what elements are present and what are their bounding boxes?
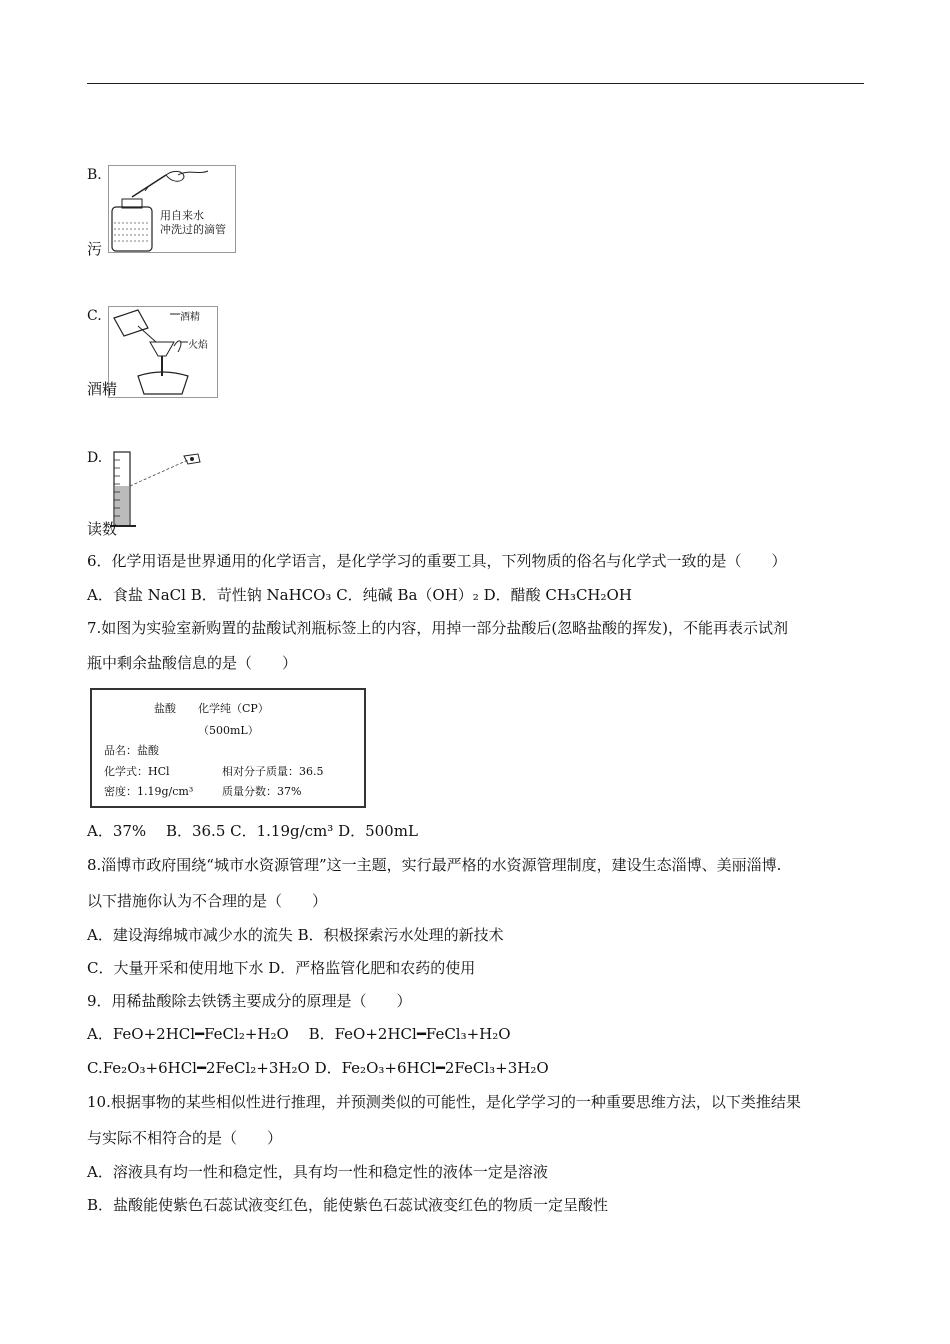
label-density: 密度：1.19g/cm³ xyxy=(104,785,194,798)
graduated-cylinder-figure xyxy=(108,446,206,532)
alcohol-lamp-figure xyxy=(108,306,218,398)
option-b-letter: B. xyxy=(87,167,102,183)
header-rule xyxy=(87,83,864,84)
label-product-name: 品名：盐酸 xyxy=(104,744,159,757)
option-b-cut-caption: 污 xyxy=(87,240,103,258)
q9-stem: 9．用稀盐酸除去铁锈主要成分的原理是（ ） xyxy=(87,992,412,1010)
label-molecular-mass: 相对分子质量：36.5 xyxy=(222,765,324,778)
q7-options: A．37% B．36.5 C．1.19g/cm³ D．500mL xyxy=(87,822,418,840)
q10-stem-line-1: 10.根据事物的某些相似性进行推理，并预测类似的可能性，是化学学习的一种重要思维方法，以下类推结果 xyxy=(87,1093,801,1111)
q10-stem-line-2: 与实际不相符合的是（ ） xyxy=(87,1129,283,1147)
q9-options-cd: C.Fe₂O₃+6HCl━2FeCl₂+3H₂O D．Fe₂O₃+6HCl━2FeCl₃+3H₂O xyxy=(87,1059,549,1077)
option-c-cut-caption: 酒精 xyxy=(87,380,118,398)
q7-stem-line-1: 7.如图为实验室新购置的盐酸试剂瓶标签上的内容，用掉一部分盐酸后(忽略盐酸的挥发)，不能再表示试剂 xyxy=(87,619,789,637)
dropper-rinse-figure xyxy=(108,165,236,253)
dropper-caption-line-1: 用自来水 xyxy=(160,209,204,222)
q10-option-a: A．溶液具有均一性和稳定性，具有均一性和稳定性的液体一定是溶液 xyxy=(87,1163,548,1181)
q8-stem-line-1: 8.淄博市政府围绕“城市水资源管理”这一主题，实行最严格的水资源管理制度，建设生态淄博、美丽淄博. xyxy=(87,856,782,874)
dropper-caption-line-2: 冲洗过的滴管 xyxy=(160,223,226,236)
label-formula: 化学式：HCl xyxy=(104,765,170,778)
q8-options-ab: A．建设海绵城市减少水的流失 B．积极探索污水处理的新技术 xyxy=(87,926,504,944)
option-c-letter: C. xyxy=(87,308,102,324)
flame-label: 火焰 xyxy=(188,340,208,351)
q8-stem-line-2: 以下措施你认为不合理的是（ ） xyxy=(87,892,328,910)
q10-option-b: B．盐酸能使紫色石蕊试液变红色，能使紫色石蕊试液变红色的物质一定呈酸性 xyxy=(87,1196,609,1214)
q7-stem-line-2: 瓶中剩余盐酸信息的是（ ） xyxy=(87,654,298,672)
option-d-letter: D. xyxy=(87,450,103,466)
reagent-label-card xyxy=(90,688,366,808)
q8-options-cd: C．大量开采和使用地下水 D．严格监管化肥和农药的使用 xyxy=(87,959,476,977)
cylinder-reading-illustration xyxy=(108,446,206,532)
label-title: 盐酸 化学纯（CP） xyxy=(154,702,269,715)
alcohol-label: 酒精 xyxy=(180,312,200,323)
label-mass-fraction: 质量分数：37% xyxy=(222,785,302,798)
q6-options: A．食盐 NaCl B．苛性钠 NaHCO₃ C．纯碱 Ba（OH）₂ D．醋酸 CH₃CH₂OH xyxy=(87,586,632,604)
option-d-cut-caption: 读数 xyxy=(87,520,118,538)
q9-options-ab: A．FeO+2HCl━FeCl₂+H₂O B．FeO+2HCl━FeCl₃+H₂O xyxy=(87,1025,511,1043)
label-volume: （500mL） xyxy=(198,724,259,737)
alcohol-lamp-illustration xyxy=(108,306,218,398)
q6-stem: 6．化学用语是世界通用的化学语言，是化学学习的重要工具，下列物质的俗名与化学式一致的是（ ） xyxy=(87,552,787,570)
